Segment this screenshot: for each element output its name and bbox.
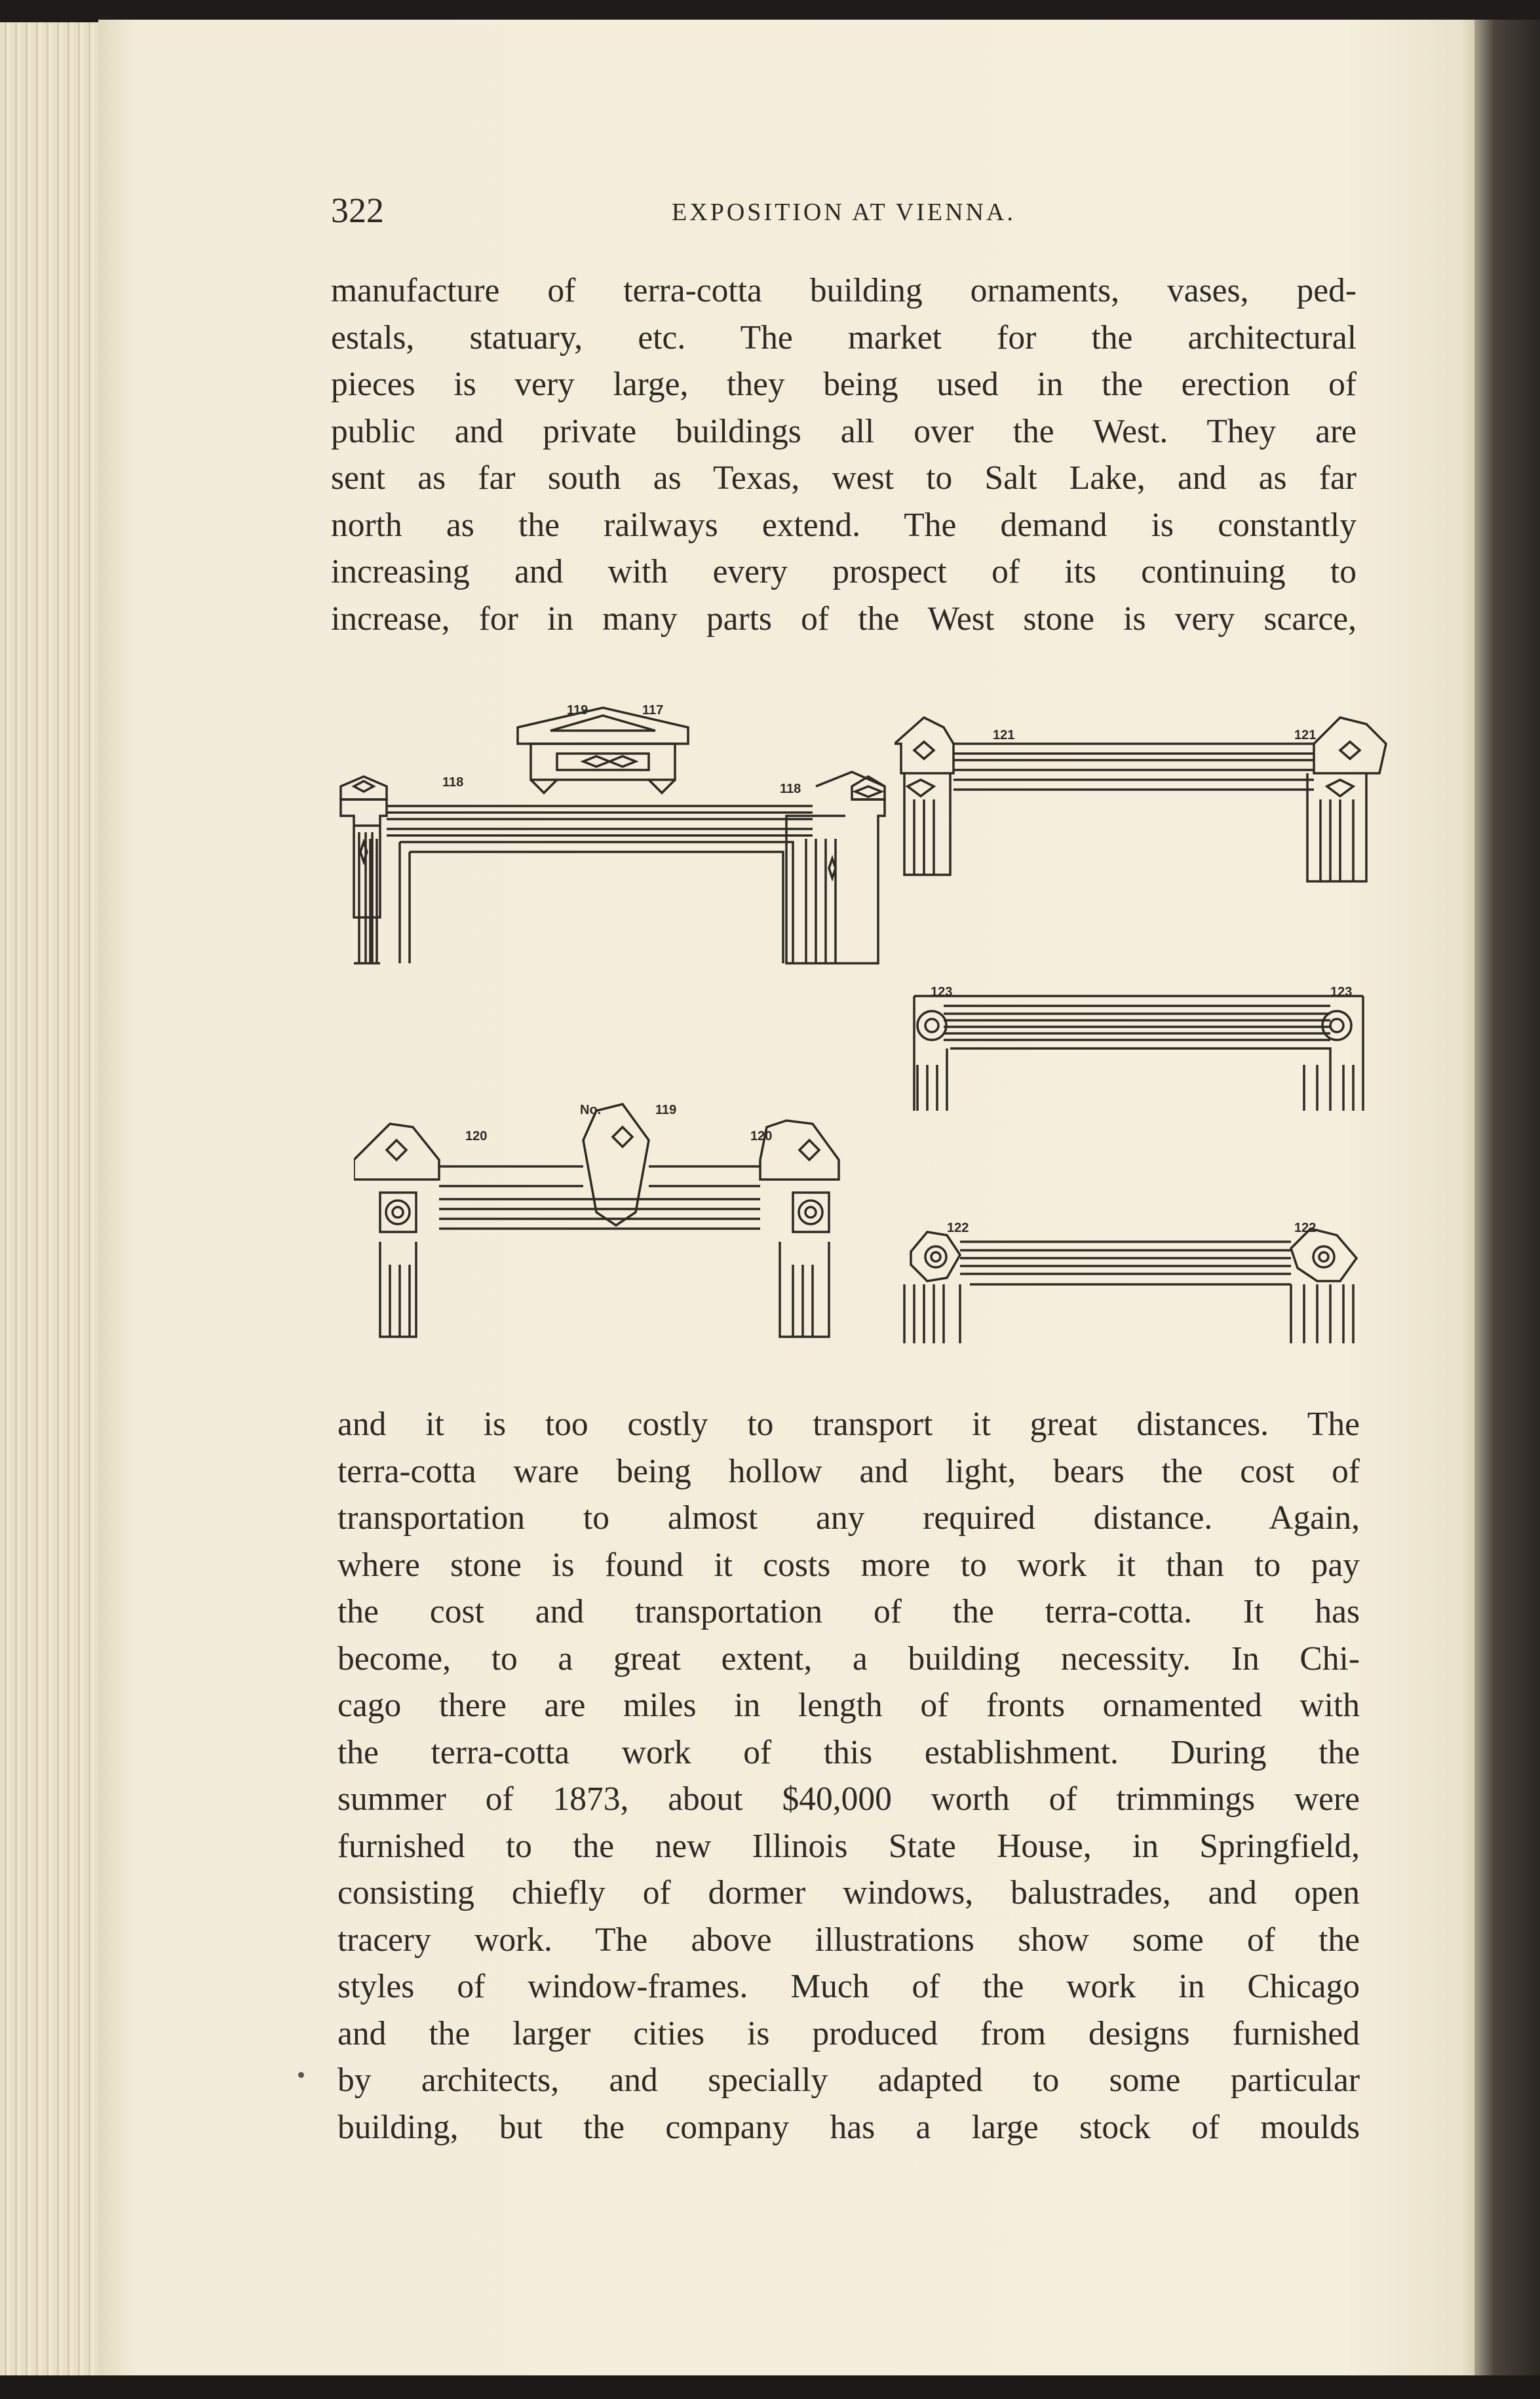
- figure-b-label-2: 121: [1294, 728, 1317, 742]
- text-line: summer of 1873, about $40,000 worth of trimmings were: [337, 1780, 1360, 1818]
- text-line: by architects, and specially adapted to some particular: [337, 2062, 1360, 2099]
- text-line: north as the railways extend. The demand is constantly: [331, 506, 1357, 544]
- text-line: transportation to almost any required distance. Again,: [337, 1499, 1360, 1537]
- figure-d-label-3: 119: [655, 1103, 677, 1117]
- text-line: and it is too costly to transport it great distances. The: [337, 1406, 1360, 1443]
- text-line: manufacture of terra-cotta building ornaments, vases, ped-: [331, 272, 1357, 309]
- scan-top-edge: [0, 0, 1540, 22]
- text-line: terra-cotta ware being hollow and light, bears the cost of: [337, 1452, 1360, 1490]
- text-line: the cost and transportation of the terra-cotta. It has: [337, 1593, 1360, 1630]
- running-title: EXPOSITION AT VIENNA.: [672, 199, 1016, 226]
- text-line: estals, statuary, etc. The market for the architectural: [331, 318, 1357, 356]
- figure-c-label-2: 123: [1330, 986, 1353, 999]
- figure-a-label-1: 119: [567, 703, 588, 718]
- text-line: increasing and with every prospect of its continuing to: [331, 553, 1357, 590]
- figure-c-label-1: 123: [931, 986, 953, 999]
- text-line: where stone is found it costs more to work it than to pay: [337, 1546, 1360, 1584]
- text-line: pieces is very large, they being used in the erection of: [331, 366, 1357, 403]
- figure-d-label-4: 120: [750, 1129, 773, 1143]
- text-line: and the larger cities is produced from designs furnished: [337, 2014, 1360, 2052]
- paragraph-bottom: [337, 1401, 1360, 2151]
- text-line: public and private buildings all over the West. They are: [331, 412, 1357, 450]
- figure-e-label-2: 122: [1294, 1221, 1317, 1235]
- figure-e-label-1: 122: [947, 1221, 969, 1235]
- page-header: [331, 190, 1357, 236]
- paragraph-top: [331, 267, 1357, 642]
- figure-b-label-1: 121: [993, 728, 1015, 742]
- text-line: become, to a great extent, a building necessity. In Chi-: [337, 1640, 1360, 1678]
- figure-window-frame-122: [898, 1212, 1370, 1350]
- page-number: 322: [331, 191, 384, 230]
- text-line: building, but the company has a large stock of moulds: [337, 2108, 1360, 2146]
- figure-window-frame-117-118: [334, 701, 891, 983]
- text-line: tracery work. The above illustrations show some of the: [337, 1921, 1360, 1959]
- text-line: sent as far south as Texas, west to Salt Lake, and as far: [331, 459, 1357, 497]
- text-line: styles of window-frames. Much of the work in Chicago: [337, 1968, 1360, 2005]
- margin-dot: [298, 2072, 304, 2078]
- figure-a-label-4: 118: [780, 782, 801, 796]
- figure-d-label-1: 120: [465, 1129, 488, 1143]
- text-line: consisting chiefly of dormer windows, balustrades, and open: [337, 1874, 1360, 1911]
- figure-d-label-2: No.: [580, 1103, 602, 1117]
- figure-window-frame-121: [895, 714, 1393, 885]
- text-line: increase, for in many parts of the West stone is very scarce,: [331, 600, 1357, 638]
- figure-window-frame-119-120: [354, 1101, 891, 1343]
- text-line: furnished to the new Illinois State House, in Springfield,: [337, 1827, 1360, 1865]
- figure-a-label-2: 117: [642, 703, 664, 718]
- text-line: the terra-cotta work of this establishment. During the: [337, 1733, 1360, 1771]
- figure-window-frame-123: [911, 986, 1370, 1117]
- gutter-shadow: [1474, 20, 1540, 2375]
- page-stack-edge: [0, 22, 115, 2375]
- text-line: cago there are miles in length of fronts ornamented with: [337, 1687, 1360, 1724]
- scan-bottom-edge: [0, 2375, 1540, 2399]
- figure-a-label-3: 118: [442, 775, 464, 790]
